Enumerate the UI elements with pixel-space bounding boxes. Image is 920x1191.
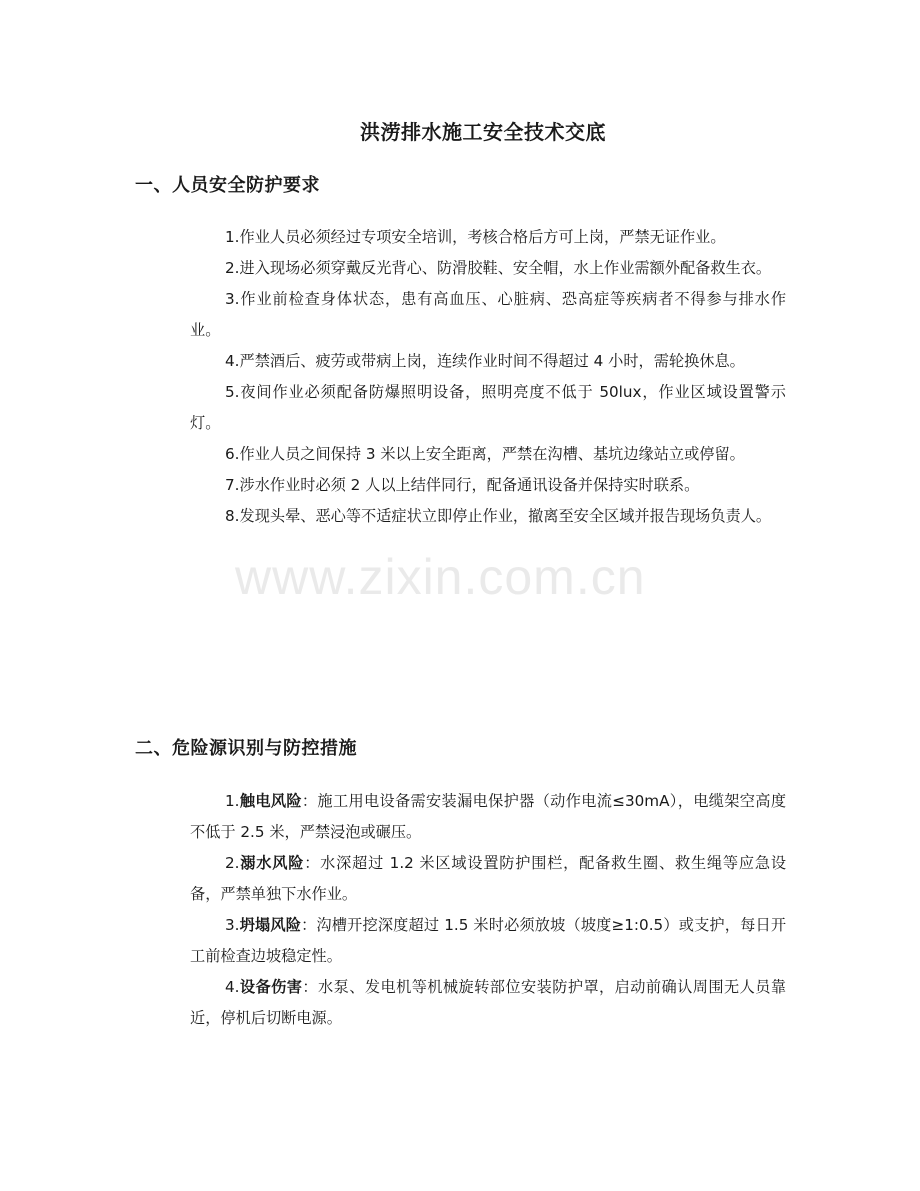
item-text: 严禁酒后、疲劳或带病上岗，连续作业时间不得超过 4 小时，需轮换休息。 <box>239 352 745 370</box>
list-item <box>190 346 786 377</box>
section-heading-hazard-control: 二、危险源识别与防控措施 <box>135 738 357 759</box>
item-text: ：水泵、发电机等机械旋转部位安装防护罩，启动前确认周围无人员靠近，停机后切断电源。 <box>190 978 787 1027</box>
list-item <box>190 377 786 439</box>
list-item <box>190 470 786 501</box>
item-number: 4. <box>225 978 240 996</box>
item-number: 1. <box>225 228 240 246</box>
watermark-text: www.zixin.com.cn <box>235 549 646 605</box>
item-text: ：沟槽开挖深度超过 1.5 米时必须放坡（坡度≥1:0.5）或支护，每日开工前检查边坡稳定性。 <box>190 916 787 965</box>
list-item <box>190 222 786 253</box>
item-number: 1. <box>225 792 240 810</box>
list-item <box>190 972 786 1034</box>
item-number: 3. <box>225 290 240 308</box>
item-number: 6. <box>225 445 240 463</box>
hazard-control-list <box>190 786 786 1034</box>
list-item <box>190 439 786 470</box>
list-item <box>190 786 786 848</box>
item-text: 作业人员必须经过专项安全培训，考核合格后方可上岗，严禁无证作业。 <box>239 228 726 246</box>
section-heading-personnel-safety: 一、人员安全防护要求 <box>135 175 320 196</box>
item-text: 涉水作业时必须 2 人以上结伴同行，配备通讯设备并保持实时联系。 <box>239 476 700 494</box>
list-item <box>190 501 786 532</box>
item-text: 夜间作业必须配备防爆照明设备，照明亮度不低于 50lux，作业区域设置警示灯。 <box>190 383 786 432</box>
document-title: 洪涝排水施工安全技术交底 <box>360 120 606 144</box>
item-text: 作业前检查身体状态，患有高血压、心脏病、恐高症等疾病者不得参与排水作业。 <box>190 290 786 339</box>
list-item <box>190 910 786 972</box>
item-number: 2. <box>225 854 240 872</box>
item-text: 发现头晕、恶心等不适症状立即停止作业，撤离至安全区域并报告现场负责人。 <box>239 507 772 525</box>
item-text: ：水深超过 1.2 米区域设置防护围栏，配备救生圈、救生绳等应急设备，严禁单独下水作业。 <box>190 854 787 903</box>
item-text: ：施工用电设备需安装漏电保护器（动作电流≤30mA），电缆架空高度不低于 2.5 米，严禁浸泡或碾压。 <box>190 792 787 841</box>
list-item <box>190 253 786 284</box>
item-keyword: 设备伤害 <box>239 978 303 996</box>
item-number: 4. <box>225 352 240 370</box>
item-number: 2. <box>225 259 240 277</box>
item-keyword: 触电风险 <box>239 792 302 810</box>
item-number: 8. <box>225 507 240 525</box>
item-number: 7. <box>225 476 240 494</box>
item-text: 进入现场必须穿戴反光背心、防滑胶鞋、安全帽，水上作业需额外配备救生衣。 <box>239 259 772 277</box>
item-number: 5. <box>225 383 240 401</box>
item-keyword: 坍塌风险 <box>239 916 302 934</box>
list-item <box>190 284 786 346</box>
item-number: 3. <box>225 916 240 934</box>
personnel-safety-list <box>190 222 786 532</box>
item-keyword: 溺水风险 <box>239 854 305 872</box>
item-text: 作业人员之间保持 3 米以上安全距离，严禁在沟槽、基坑边缘站立或停留。 <box>239 445 745 463</box>
list-item <box>190 848 786 910</box>
